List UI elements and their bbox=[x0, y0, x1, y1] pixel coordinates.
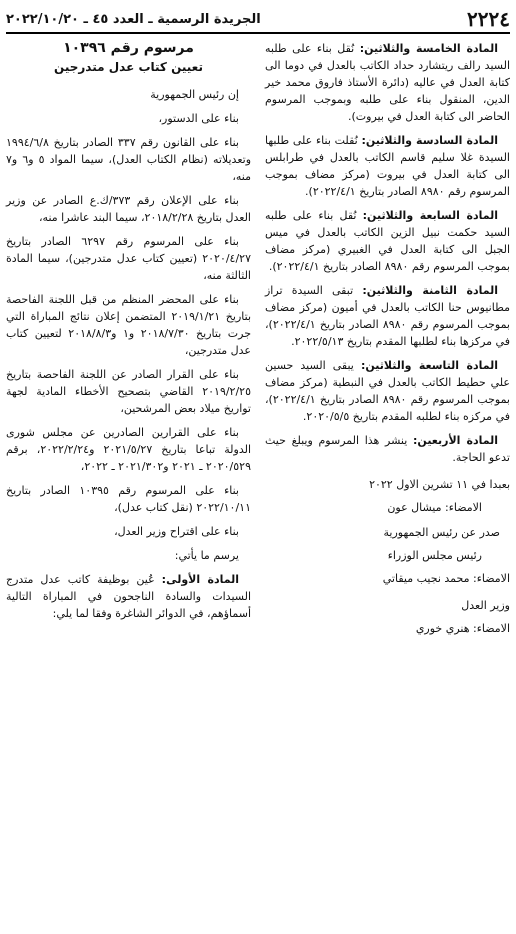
preamble-line: بناء على المرسوم رقم ١٠٣٩٥ الصادر بتاريخ ٢٠٢٢/١٠/١١ (نقل كتاب عدل)، bbox=[6, 484, 251, 514]
article-38 bbox=[265, 282, 510, 350]
article-label: المادة الأربعين: bbox=[413, 434, 499, 447]
decree-subject: تعيين كتاب عدل متدرجين bbox=[54, 60, 203, 74]
article-text: نُقلت بناء على طلبها السيدة غلا سليم قاسم الكاتب بالعدل في طرابلس الى كتابة العدل في بيروت (مركز مضاف بموجب المرسوم رقم ٨٩٨٠ الصادر بتاريخ ٢٠٢٢/٤/١). bbox=[265, 134, 510, 198]
article-text: نُقل بناء على طلبه السيد رالف ريتشارد حداد الكاتب بالعدل في دوما الى كتابة العدل في عاليه (دائرة الأستاذ فاروق محمد خير الدين، المنقول بناء على طلبه وبموجب المرسوم الحاضر الى كتابة العدل في بيروت). bbox=[265, 42, 510, 123]
signature-block bbox=[265, 476, 510, 637]
article-39 bbox=[265, 357, 510, 425]
preamble-line: بناء على القرارين الصادرين عن مجلس شورى الدولة تباعا بتاريخ ٢٠٢١/٥/٢٧ و٢٠٢٢/٢/٢٤، برقم ٢٠٢٠/٥٢٩ ـ ٢٠٢١ و٢٠٢١/٣٠٢ ـ ٢٠٢٢، bbox=[6, 426, 251, 473]
minister-title: وزير العدل bbox=[461, 599, 510, 612]
publication-info: الجريدة الرسمية ـ العدد ٤٥ ـ ٢٠٢٢/١٠/٢٠ bbox=[6, 11, 261, 27]
article-label: المادة الثامنة والثلاثين: bbox=[362, 284, 498, 297]
article-label: المادة الأولى: bbox=[161, 573, 239, 586]
article-label: المادة السابعة والثلاثين: bbox=[362, 209, 498, 222]
article-label: المادة التاسعة والثلاثين: bbox=[360, 359, 499, 372]
article-37 bbox=[265, 207, 510, 275]
preamble-line: إن رئيس الجمهورية bbox=[150, 88, 239, 101]
right-column bbox=[258, 40, 510, 924]
article-label: المادة الخامسة والثلاثين: bbox=[359, 42, 498, 55]
pm-title: رئيس مجلس الوزراء bbox=[387, 549, 482, 562]
article-1 bbox=[6, 571, 251, 622]
article-36 bbox=[265, 132, 510, 200]
left-column bbox=[6, 40, 258, 924]
preamble-line: بناء على المحضر المنظم من قبل اللجنة الفاحصة بتاريخ ٢٠١٩/١/٢١ المتضمن إعلان نتائج المباراة التي جرت بتاريخ ٢٠١٨/٧/٣٠ و١ و٢٠١٨/٨/٣ لتعيين كتاب عدل متدرجين، bbox=[6, 293, 252, 357]
article-35 bbox=[265, 40, 510, 125]
article-text: تبقى السيدة تراز مطانيوس حنا الكاتب بالعدل في أميون (مركز مضاف بموجب المرسوم رقم ٨٩٨٠ الصادر بتاريخ ٢٠٢٢/٤/١)، في مركزها بناء لطلبها المقدم بتاريخ ٢٠٢٢/٥/١٣. bbox=[265, 284, 510, 348]
page-number: ٢٢٢٤ bbox=[467, 7, 510, 31]
article-text: نُقل بناء على طلبه السيد حكمت نبيل الزين الكاتب بالعدل في ميس الجبل الى كتابة العدل في الغبيري (مركز مضاف بموجب المرسوم رقم ٨٩٨٠ الصادر بتاريخ ٢٠٢٢/٤/١). bbox=[265, 209, 510, 273]
preamble-line: بناء على القرار الصادر عن اللجنة الفاحصة بتاريخ ٢٠١٩/٢/٢٥ القاضي بتصحيح الأخطاء المادية لجهة تواريخ ميلاد بعض المرشحين، bbox=[6, 368, 251, 415]
issued-by: صدر عن رئيس الجمهورية bbox=[383, 526, 500, 539]
columns bbox=[6, 40, 510, 924]
preamble-line: بناء على المرسوم رقم ٦٢٩٧ الصادر بتاريخ ٢٠٢٠/٤/٢٧ (تعيين كتاب عدل متدرجين)، سيما المادة الثالثة منه، bbox=[6, 235, 251, 282]
preamble-line: بناء على الإعلان رقم ٣٧٣/ك.ع الصادر عن وزير العدل بتاريخ ٢٠١٨/٢/٢٨، سيما البند عاشرا منه، bbox=[6, 194, 251, 224]
article-text: يبقى السيد حسين علي حطيط الكاتب بالعدل في النبطية (مركز مضاف بموجب المرسوم رقم ٨٩٨٠ الصادر بتاريخ ٢٠٢٢/٤/١)، في مركزه بناء لطلبه المقدم بتاريخ ٢٠٢٠/٥/٥. bbox=[265, 359, 510, 423]
article-label: المادة السادسة والثلاثين: bbox=[361, 134, 498, 147]
article-text: ينشر هذا المرسوم ويبلغ حيث تدعو الحاجة. bbox=[265, 434, 510, 464]
preamble-line: بناء على القانون رقم ٣٣٧ الصادر بتاريخ ١٩٩٤/٦/٨ وتعديلاته (نظام الكتاب العدل)، سيما المواد ٥ و٦ و٧ منه، bbox=[6, 136, 252, 183]
enacting-line: يرسم ما يأتي: bbox=[174, 549, 239, 562]
signed-president: الامضاء: ميشال عون bbox=[387, 501, 482, 514]
date-line: بعبدا في ١١ تشرين الاول ٢٠٢٢ bbox=[369, 478, 510, 491]
signed-pm: الامضاء: محمد نجيب ميقاتي bbox=[382, 572, 510, 585]
preamble-line: بناء على الدستور، bbox=[158, 112, 239, 125]
article-text: عُين بوظيفة كاتب عدل متدرج السيدات والسادة الناجحون في المباراة التالية أسماؤهم، في الدوائر الشاغرة وفقا لما يلي: bbox=[6, 573, 251, 620]
preamble-line: بناء على اقتراح وزير العدل، bbox=[114, 525, 239, 538]
decree-title: مرسوم رقم ١٠٣٩٦ bbox=[63, 40, 194, 56]
article-40 bbox=[265, 432, 510, 466]
signed-minister: الامضاء: هنري خوري bbox=[415, 622, 510, 635]
page-header bbox=[6, 6, 510, 34]
